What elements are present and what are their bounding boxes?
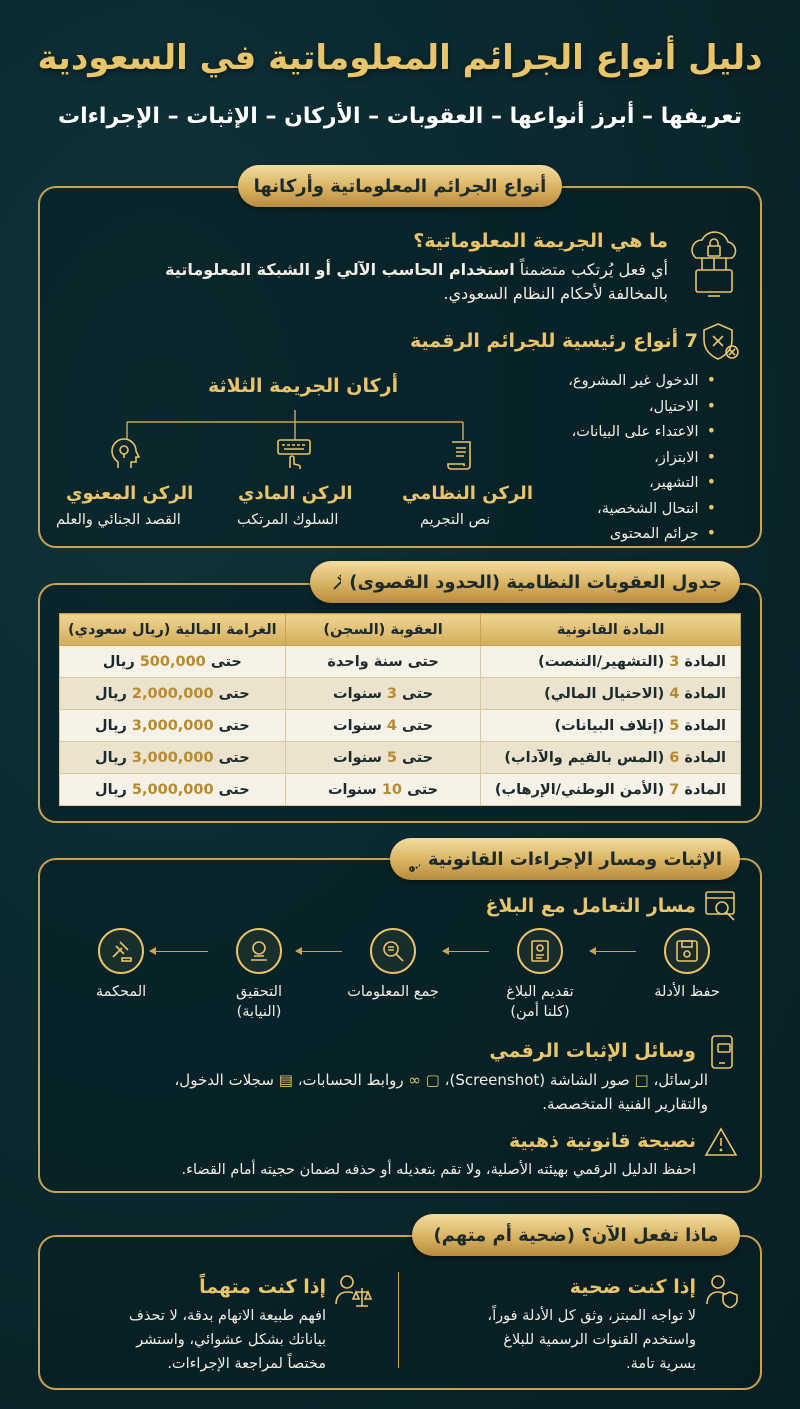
message-icon: □ (634, 1071, 649, 1089)
section-penalties-pill (310, 561, 740, 603)
cell-fine (60, 678, 286, 710)
fine-amount: 2,000,000 (131, 685, 214, 702)
monitor-search-icon (704, 890, 740, 926)
article-prefix: المادة (679, 781, 726, 798)
step-investigation-sub: (النيابة) (236, 1004, 282, 1020)
jail-number: 5 (386, 749, 397, 766)
accused-heading: إذا كنت متهماً (199, 1276, 326, 1298)
page-title: دليل أنواع الجرائم المعلوماتية في السعودية (37, 38, 763, 78)
article-number: 4 (669, 685, 680, 702)
floppy-icon (664, 928, 710, 974)
pillar-legal-title: الركن النظامي (402, 483, 533, 504)
advice-text: احفظ الدليل الرقمي بهيئته الأصلية، ولا تقم بتعديله أو حذفه لضمان حجيته أمام القضاء. (181, 1162, 696, 1178)
fine-amount: 3,000,000 (131, 717, 214, 734)
section-types-pill (238, 165, 562, 207)
column-divider (398, 1272, 399, 1368)
types-list (526, 368, 716, 547)
fine-prefix: حتى (205, 653, 242, 670)
definition-text-bold: استخدام الحاسب الآلي أو الشبكة المعلوماتية (165, 260, 515, 279)
step-submit-report-sub: (كلنا أمن) (510, 1004, 570, 1020)
col-jail-header: العقوبة (السجن) (285, 614, 481, 646)
log-file-icon: ▤ (278, 1071, 293, 1089)
scroll-icon (446, 438, 478, 472)
gavel-icon (98, 928, 144, 974)
step-preserve-evidence (622, 928, 752, 1002)
advice-heading: نصيحة قانونية ذهبية (508, 1130, 696, 1152)
pillar-material-desc: السلوك المرتكب (237, 512, 339, 528)
fine-amount: 5,000,000 (131, 781, 214, 798)
fine-prefix: حتى (213, 781, 250, 798)
section-whattodo-pill (412, 1214, 740, 1256)
text-line: واستخدم القنوات الرسمية للبلاغ (503, 1332, 696, 1348)
step-submit-report-label: تقديم البلاغ (506, 984, 574, 1000)
col-fine-header: الغرامة المالية (ريال سعودي) (60, 614, 286, 646)
cell-article (481, 646, 741, 678)
article-prefix: المادة (679, 749, 726, 766)
keyboard-hand-icon (276, 438, 312, 472)
cell-fine (60, 774, 286, 806)
victim-heading: إذا كنت ضحية (569, 1276, 696, 1298)
text-line: لا تواجه المبتز، وثق كل الأدلة فوراً، (487, 1308, 696, 1324)
step-court (56, 928, 186, 1002)
jail-prefix: حتى (396, 685, 434, 702)
cell-article (481, 678, 741, 710)
penalties-table (59, 613, 741, 806)
cell-fine (60, 646, 286, 678)
table-row (60, 678, 741, 710)
path-heading: مسار التعامل مع البلاغ (485, 895, 696, 917)
victim-text (426, 1304, 696, 1376)
evidence-messages: الرسائل، (653, 1071, 708, 1089)
page-subtitle: تعريفها – أبرز أنواعها – العقوبات – الأركان – الإثبات – الإجراءات (58, 104, 742, 129)
article-prefix: المادة (679, 717, 726, 734)
head-bulb-icon (110, 438, 142, 472)
col-article-header: المادة القانونية (481, 614, 741, 646)
crime-type-item: • الدخول غير المشروع، (526, 368, 716, 394)
cell-jail (285, 646, 481, 678)
jail-prefix: حتى سنة واحدة (327, 653, 439, 670)
accused-scales-person-icon (334, 1272, 372, 1308)
jail-unit: سنوات (333, 717, 387, 734)
evidence-heading: وسائل الإثبات الرقمي (489, 1040, 696, 1062)
table-row (60, 646, 741, 678)
article-name: (التشهير/التنصت) (538, 653, 670, 670)
cell-article (481, 774, 741, 806)
fine-prefix: حتى (213, 685, 250, 702)
article-number: 3 (669, 653, 680, 670)
pillar-moral-desc: القصد الجنائي والعلم (56, 512, 181, 528)
article-prefix: المادة (679, 653, 726, 670)
jail-number: 4 (386, 717, 397, 734)
text-line: مختصاً لمراجعة الإجراءات. (167, 1356, 326, 1372)
crime-type-item: • الابتزاز، (526, 445, 716, 471)
fine-prefix: حتى (213, 717, 250, 734)
article-prefix: المادة (679, 685, 726, 702)
fine-currency: ريال (95, 749, 132, 766)
step-preserve-evidence-label: حفظ الأدلة (654, 984, 720, 1000)
article-number: 5 (669, 717, 680, 734)
crime-type-item: • جرائم المحتوى (526, 521, 716, 547)
cell-jail (285, 710, 481, 742)
evidence-line1 (68, 1068, 708, 1116)
step-gather-info-label: جمع المعلومات (347, 984, 439, 1000)
cell-jail (285, 678, 481, 710)
jail-prefix: حتى (396, 749, 434, 766)
jail-prefix: حتى (402, 781, 439, 798)
cell-article (481, 742, 741, 774)
crime-type-item: • انتحال الشخصية، (526, 496, 716, 522)
definition-text-b: بالمخالفة لأحكام النظام السعودي. (443, 284, 668, 303)
article-name: (إتلاف البيانات) (554, 717, 670, 734)
gavel-icon (328, 569, 341, 595)
section-penalties-pill-label: جدول العقوبات النظامية (الحدود القصوى) (349, 571, 722, 593)
crime-type-item: • الاعتداء على البيانات، (526, 419, 716, 445)
step-investigation (194, 928, 324, 1022)
cell-fine (60, 710, 286, 742)
cell-jail (285, 774, 481, 806)
article-number: 6 (669, 749, 680, 766)
jail-number: 3 (386, 685, 397, 702)
route-pin-icon (408, 845, 420, 873)
shield-x-icon (700, 320, 740, 362)
fine-amount: 3,000,000 (131, 749, 214, 766)
evidence-reports: والتقارير الفنية المتخصصة. (542, 1095, 708, 1113)
accused-text (56, 1304, 326, 1376)
article-number: 7 (669, 781, 680, 798)
step-court-label: المحكمة (95, 984, 147, 1000)
screenshot-icon: ▢ (425, 1071, 440, 1089)
definition-heading: ما هي الجريمة المعلوماتية؟ (413, 230, 668, 252)
table-row (60, 710, 741, 742)
definition-text-a: أي فعل يُرتكب متضمناً (514, 260, 668, 279)
fine-currency: ريال (102, 653, 140, 670)
table-row (60, 774, 741, 806)
definition-text (88, 258, 668, 306)
report-form-icon (517, 928, 563, 974)
pillar-material-title: الركن المادي (238, 483, 353, 504)
magnifier-doc-icon (370, 928, 416, 974)
phone-chat-icon (708, 1034, 738, 1070)
fine-amount: 500,000 (139, 653, 206, 670)
table-row (60, 742, 741, 774)
jail-prefix: حتى (396, 717, 434, 734)
jail-unit: سنوات (333, 685, 387, 702)
article-name: (المس بالقيم والآداب) (504, 749, 670, 766)
fine-prefix: حتى (213, 749, 250, 766)
cell-article (481, 710, 741, 742)
victim-shield-person-icon (704, 1272, 740, 1308)
link-icon: ∞ (408, 1071, 421, 1089)
pillars-heading: أركان الجريمة الثلاثة (208, 375, 399, 397)
fine-currency: ريال (95, 781, 132, 798)
investigation-badge-icon (236, 928, 282, 974)
article-name: (الأمن الوطني/الإرهاب) (494, 781, 670, 798)
jail-unit: سنوات (333, 749, 387, 766)
text-line: افهم طبيعة الاتهام بدقة، لا تحذف (128, 1308, 326, 1324)
cell-jail (285, 742, 481, 774)
fine-currency: ريال (95, 685, 132, 702)
section-procedures-pill-label: الإثبات ومسار الإجراءات القانونية (427, 848, 722, 870)
warning-icon (704, 1126, 738, 1158)
article-name: (الاحتيال المالي) (544, 685, 670, 702)
crime-type-item: • التشهير، (526, 470, 716, 496)
jail-unit: سنوات (327, 781, 382, 798)
section-procedures-pill (390, 838, 740, 880)
crime-type-item: • الاحتيال، (526, 394, 716, 420)
text-line: بسرية تامة. (626, 1356, 696, 1372)
cell-fine (60, 742, 286, 774)
section-whattodo-pill-label: ماذا تفعل الآن؟ (ضحية أم متهم) (433, 1224, 719, 1246)
evidence-screenshots: صور الشاشة (Screenshot)، (444, 1071, 630, 1089)
cloud-lock-computer-icon (682, 228, 746, 298)
pillar-moral-title: الركن المعنوي (66, 483, 194, 504)
evidence-logs: سجلات الدخول، (174, 1071, 274, 1089)
types-heading: 7 أنواع رئيسية للجرائم الرقمية (409, 330, 698, 352)
step-gather-info (328, 928, 458, 1002)
section-types-pill-label: أنواع الجرائم المعلوماتية وأركانها (253, 175, 547, 197)
pillar-legal-desc: نص التجريم (420, 512, 491, 528)
text-line: بياناتك بشكل عشوائي، واستشر (136, 1332, 326, 1348)
step-investigation-label: التحقيق (236, 984, 282, 1000)
step-submit-report (475, 928, 605, 1022)
fine-currency: ريال (95, 717, 132, 734)
jail-number: 10 (381, 781, 403, 798)
evidence-links: روابط الحسابات، (297, 1071, 404, 1089)
